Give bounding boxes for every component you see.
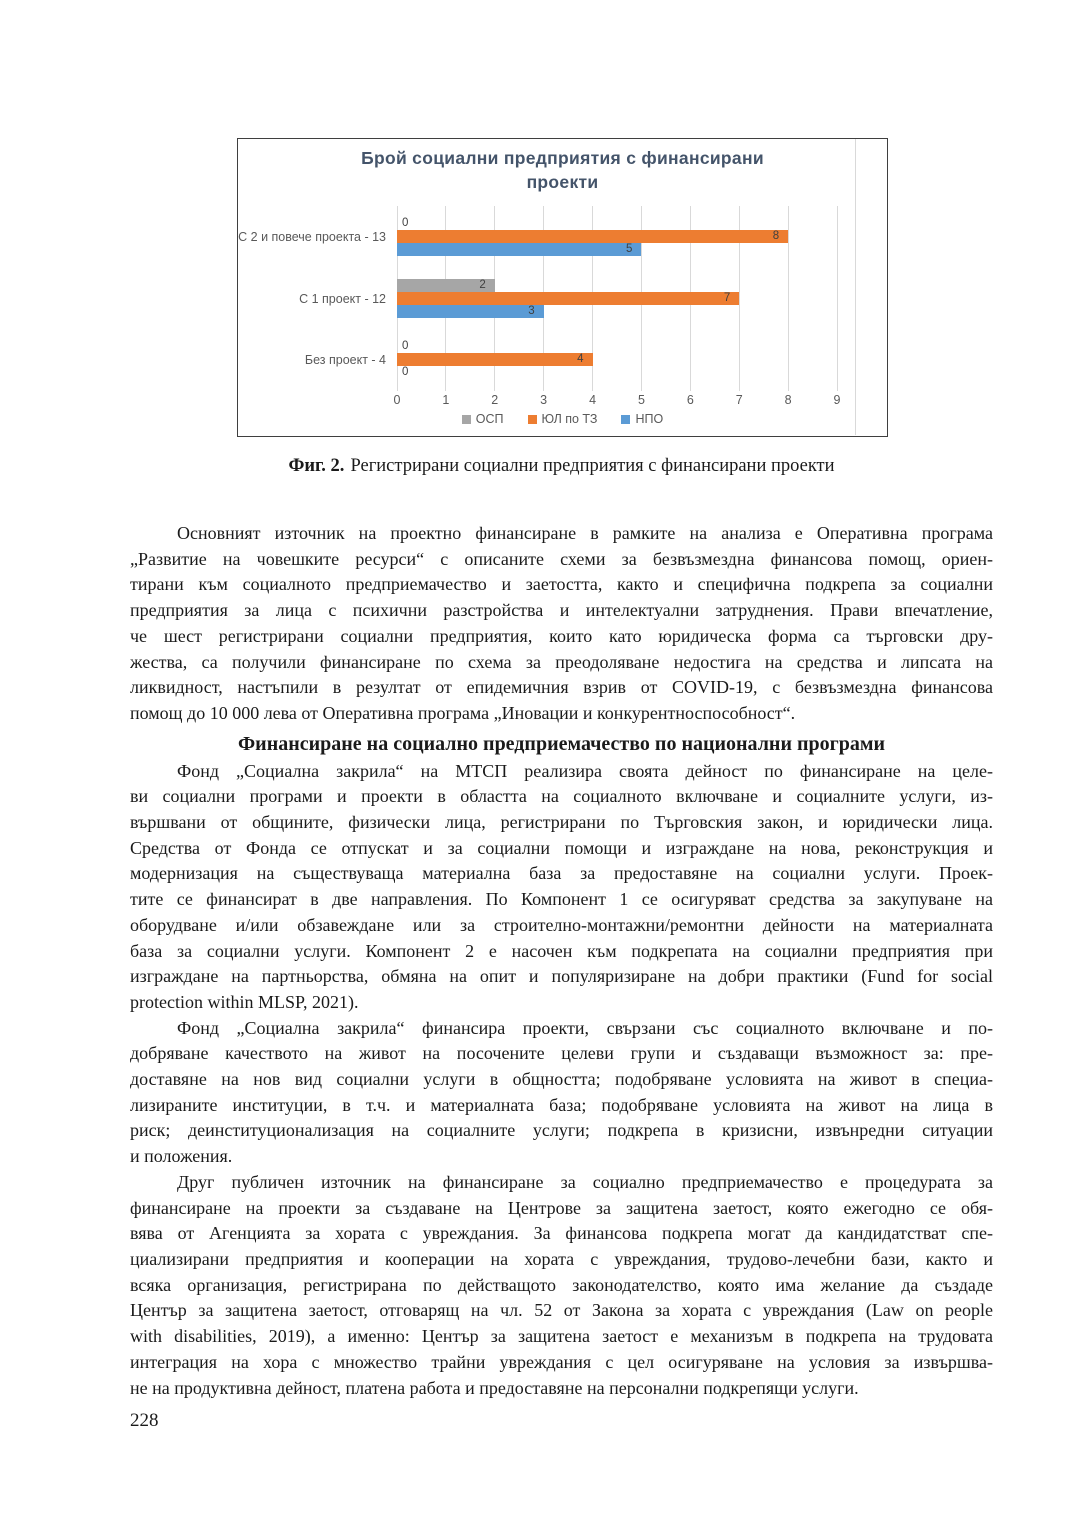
x-axis-tick-label: 8 (784, 393, 792, 407)
legend-item (621, 412, 663, 426)
text-line: вършвани от общините, физически лица, регистрирани по Търговския закон, и юридически лица. (130, 812, 993, 833)
page-number: 228 (130, 1410, 159, 1432)
x-axis-tick-label: 9 (833, 393, 841, 407)
text-line: модернизация на съществуваща материална база за предоставяне на социални услуги. Проек- (130, 863, 993, 884)
legend-swatch-icon (621, 415, 630, 424)
text-line: Друг публичен източник на финансиране за социално предприемачество е процедурата за (177, 1171, 993, 1192)
x-axis-tick-label: 5 (637, 393, 645, 407)
text-line: изграждане на партньорства, обмяна на опит и популяризиране на добри практики (Fund for social (130, 966, 993, 987)
legend-label: ОСП (475, 412, 504, 426)
text-line: Основният източник на проектно финансиране в рамките на анализа е Оперативна програма (177, 523, 993, 543)
text-line: оборудване и/или обзавеждане или за строително-монтажни/ремонтни дейности на материалната (130, 914, 993, 935)
page-content (130, 0, 993, 1432)
paragraph (130, 759, 993, 1016)
chart-title: Брой социални предприятия с финансирани проекти (361, 148, 764, 192)
bar-value-label: 8 (772, 230, 780, 242)
category-label: Без проект - 4 (304, 353, 386, 368)
category-label: С 2 и повече проекта - 13 (238, 229, 386, 244)
legend-label: ЮЛ по ТЗ (541, 412, 598, 426)
text-line: тите се финансират в две направления. По Компонент 1 се осигуряват средства за закупуване на (130, 889, 993, 910)
legend-item (528, 412, 598, 426)
figure-caption-text: Регистрирани социални предприятия с финансирани проекти (350, 456, 835, 476)
figure-caption-label: Фиг. 2. (288, 456, 345, 476)
text-line: вява от Агенцията за хората с увреждания. За финансова подкрепа могат да кандидатстват спе- (130, 1223, 993, 1244)
text-line: Център за защитена заетост, отговарящ на чл. 52 от Закона за хората с увреждания (Law on people (130, 1300, 993, 1321)
text-line: финансиране на проекти за създаване на Центрове за защитена заетост, която ежегодно се обя- (130, 1197, 993, 1218)
figure-caption (130, 456, 993, 477)
x-axis-tick-label: 1 (442, 393, 450, 407)
bar-value-label: 3 (528, 304, 535, 317)
text-line: жества, са получили финансиране по схема за преодоляване недостига на средства и липсата на (130, 651, 993, 672)
text-line: ликвидност, настъпили в резултат от епидемичния взрив от COVID-19, с безвъзмездна финансова (130, 677, 993, 698)
gridline (837, 206, 838, 391)
chart-legend (238, 412, 887, 426)
text-line: ви социални програми и проекти в областта на социалното включване и социалните услуги, из- (130, 786, 993, 807)
bar-value-label: 0 (402, 340, 409, 353)
bar-value-label: 5 (626, 243, 633, 255)
paragraph (130, 1016, 993, 1170)
text-line: и положения. (130, 1146, 233, 1167)
text-line: предприятия за лица с психични разстройства и интелектуални затруднения. Прави впечатление, (130, 600, 993, 621)
text-line: че шест регистрирани социални предприятия, които като юридическа форма са търговски дру- (130, 625, 993, 646)
text-line: не на продуктивна дейност, платена работа и предоставяне на персонални подкрепящи услуги. (130, 1377, 859, 1398)
bar-value-label: 7 (723, 291, 731, 304)
figure-2 (237, 138, 993, 437)
x-axis-tick-label: 0 (393, 393, 401, 407)
text-line: „Развитие на човешките ресурси“ с описаните схеми за безвъзмездна финансова помощ, ориен- (130, 548, 993, 569)
text-line: циализирани предприятия и кооперации на хората с увреждания, трудово-лечебни бази, както и (130, 1248, 993, 1269)
figure-2-chart (237, 138, 888, 437)
legend-swatch-icon (462, 415, 471, 424)
paragraph (130, 521, 993, 727)
text-line: Фонд „Социална закрила“ финансира проекти, свързани със социалното включване и по- (177, 1017, 993, 1038)
text-line: with disabilities, 2019), а именно: Център за защитена заетост е механизъм в подкрепа на трудовата (130, 1326, 993, 1347)
text-line: лизираните институции, в т.ч. и материалната база; подобряване условията на живот на лица в (130, 1094, 993, 1115)
x-axis-tick-label: 4 (589, 393, 597, 407)
text-line: Фонд „Социална закрила“ на МТСП реализира своята дейност по финансиране на целе- (177, 760, 993, 781)
x-axis-tick-label: 3 (540, 393, 548, 407)
plot-right-edge-line (855, 139, 856, 435)
legend-item (462, 412, 504, 426)
bar-value-label: 0 (402, 366, 409, 379)
text-line: помощ до 10 000 лева от Оперативна програма „Иновации и конкурентноспособност“. (130, 702, 796, 723)
section-heading: Финансиране на социално предприемачество по национални програми (238, 732, 885, 755)
text-line: добряване качеството на живот на посочените целеви групи и създаващи възможност за: пре- (130, 1043, 993, 1064)
text-line: доставяне на нов вид социални услуги в общността; подобряване условията на живот в специа- (130, 1069, 993, 1090)
bar-value-label: 0 (402, 217, 409, 229)
x-axis-tick-label: 6 (686, 393, 694, 407)
bar-value-label: 4 (577, 353, 584, 366)
legend-label: НПО (635, 412, 664, 426)
text-line: база за социални услуги. Компонент 2 е насочен към подкрепата на социални предприятия при (130, 940, 993, 961)
text-line: тирани към социалното предприемачество и заетостта, както и специфична подкрепа за социални (130, 574, 993, 595)
x-axis-tick-label: 7 (735, 393, 743, 407)
legend-swatch-icon (528, 415, 537, 424)
text-line: всяка организация, регистрирана по действащото законодателство, която има желание да създаде (130, 1274, 993, 1295)
text-line: риск; деинституционализация на социалните услуги; подкрепа в кризисни, извънредни ситуации (130, 1120, 993, 1141)
text-line: protection within MLSP, 2021). (130, 991, 359, 1012)
bar-value-label: 2 (479, 278, 486, 291)
paragraph (130, 1170, 993, 1401)
category-label: С 1 проект - 12 (299, 291, 386, 306)
x-axis-tick-label: 2 (491, 393, 499, 407)
text-line: Средства от Фонда се отпускат и за социални помощи и изграждане на нова, реконструкция и (130, 837, 993, 858)
text-line: интеграция на хора с множество трайни увреждания с цел осигуряване на условия за извършва- (130, 1351, 993, 1372)
